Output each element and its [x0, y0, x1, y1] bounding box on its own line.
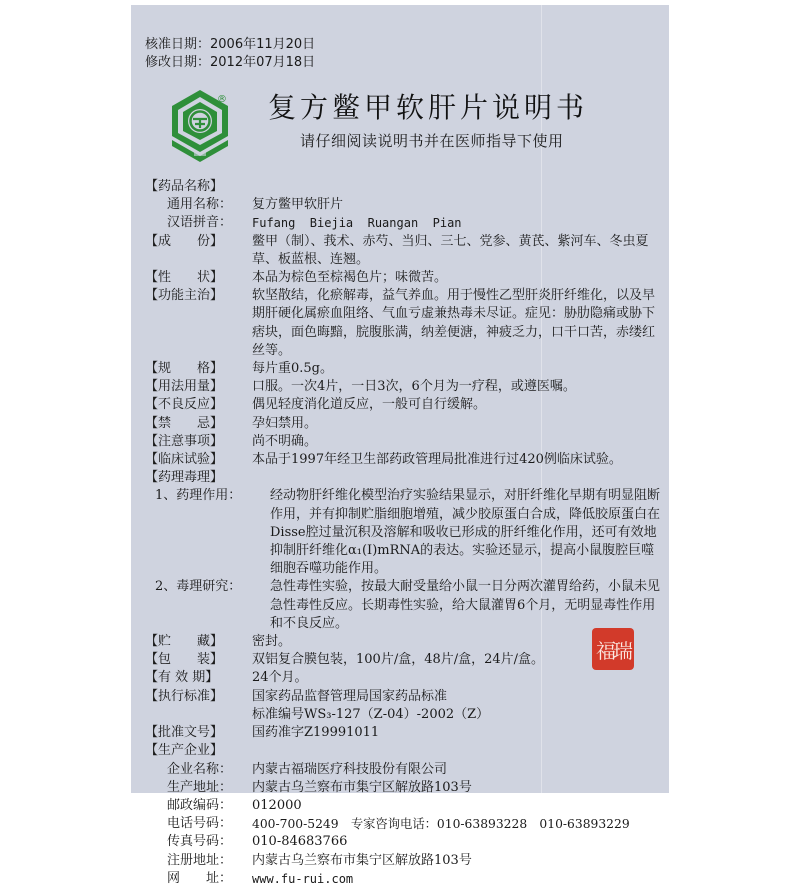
- registered-mark: ®: [217, 94, 227, 105]
- section-description: [145, 269, 665, 287]
- field-value: 复方鳖甲软肝片: [252, 197, 344, 213]
- section-specification: [145, 360, 665, 378]
- section-label: 【禁 忌】: [145, 415, 224, 431]
- section-label: 【成 份】: [145, 233, 224, 249]
- section-label: 【临床试验】: [145, 452, 224, 468]
- item-label: 2、毒理研究：: [155, 579, 242, 595]
- field-label: 注册地址：: [167, 852, 233, 868]
- document-title: 复方鳖甲软肝片说明书: [268, 91, 589, 124]
- section-label: 【药理毒理】: [145, 470, 224, 486]
- section-label: 【执行标准】: [145, 688, 224, 704]
- section-value: 本品为棕色至棕褐色片；味微苦。: [252, 270, 448, 286]
- generic-name-row: [145, 196, 665, 214]
- section-label: 【性 状】: [145, 270, 224, 286]
- section-label: 【批准文号】: [145, 725, 224, 741]
- field-value: 010-84683766: [252, 834, 348, 850]
- section-label: 【生产企业】: [145, 743, 224, 759]
- field-label: 电话号码：: [167, 816, 233, 832]
- field-value: 012000: [252, 797, 302, 813]
- section-label: 【注意事项】: [145, 433, 224, 449]
- section-label: 【不良反应】: [145, 397, 224, 413]
- section-label: 【药品名称】: [145, 179, 224, 194]
- section-dosage: [145, 378, 665, 396]
- manufacturer-field: [145, 833, 665, 851]
- website-value: www.fu-rui.com: [252, 871, 354, 886]
- section-label: 【有 效 期】: [145, 670, 219, 686]
- manufacturer-field: [145, 761, 665, 779]
- manufacturer-field: [145, 870, 665, 888]
- item-value: 经动物肝纤维化模型治疗实验结果显示，对肝纤维化早期有明显阻断作用，并有抑制贮脂细胞增殖，减少胶原蛋白合成，降低胶原蛋白在Disse腔过量沉积及溶解和吸收已形成的肝纤维化作用，还可有效地抑制肝纤维化α₁(I)mRNA的表达。实验还显示，提高小鼠腹腔巨噬细胞吞噬功能作用。: [270, 488, 661, 577]
- field-label: 企业名称：: [167, 761, 233, 777]
- approval-date: 核准日期：2006年11月20日: [145, 37, 316, 52]
- section-standard: [145, 688, 665, 724]
- manufacturer-field: [145, 779, 665, 797]
- toxicology-item: [145, 578, 665, 633]
- section-value: 尚不明确。: [252, 433, 318, 449]
- section-value: 密封。: [252, 634, 292, 650]
- field-label: 生产地址：: [167, 779, 233, 795]
- section-value: 孕妇禁用。: [252, 415, 318, 431]
- section-value: 本品于1997年经卫生部药政管理局批准进行过420例临床试验。: [252, 452, 622, 468]
- field-label: 汉语拼音：: [167, 215, 233, 231]
- field-label: 邮政编码：: [167, 797, 233, 813]
- section-value: 口服。一次4片，一日3次，6个月为一疗程，或遵医嘱。: [252, 379, 576, 395]
- field-label: 通用名称：: [167, 197, 233, 213]
- field-value: 内蒙古乌兰察布市集宁区解放路103号: [252, 779, 472, 795]
- field-label: 网 址：: [167, 870, 233, 886]
- section-value: 24个月。: [252, 670, 308, 686]
- pharmacology-item: [145, 487, 665, 578]
- section-label: 【包 装】: [145, 652, 224, 668]
- field-value: 内蒙古福瑞医疗科技股份有限公司: [252, 761, 448, 777]
- section-ingredients: [145, 233, 665, 269]
- section-value: 偶见轻度消化道反应，一般可自行缓解。: [252, 397, 487, 413]
- field-value: Fufang Biejia Ruangan Pian: [252, 216, 462, 231]
- pinyin-row: [145, 214, 665, 232]
- section-label: 【贮 藏】: [145, 634, 224, 650]
- section-indications: [145, 287, 665, 360]
- section-package: [145, 651, 665, 669]
- section-contraindications: [145, 415, 665, 433]
- field-value: 400-700-5249 专家咨询电话：010-63893228 010-63893229: [252, 817, 630, 832]
- manufacturer-field: [145, 815, 665, 833]
- section-pharmacology: [145, 469, 665, 487]
- revision-date: 修改日期：2012年07月18日: [145, 55, 316, 70]
- item-label: 1、药理作用：: [155, 488, 242, 504]
- section-storage: [145, 633, 665, 651]
- section-value: 每片重0.5g。: [252, 361, 333, 377]
- section-drug-name: [145, 178, 665, 196]
- standard-line-2: 标准编号WS₃-127（Z-04）-2002（Z）: [252, 706, 490, 722]
- section-manufacturer: [145, 742, 665, 760]
- section-value: [252, 688, 665, 724]
- item-value: 急性毒性实验，按最大耐受量给小鼠一日分两次灌胃给药，小鼠未见急性毒性反应。长期毒性实验，给大鼠灌胃6个月，无明显毒性作用和不良反应。: [270, 579, 661, 631]
- section-value: 双铝复合膜包装，100片/盒，48片/盒，24片/盒。: [252, 652, 545, 668]
- section-adverse-reactions: [145, 396, 665, 414]
- dates-block: [145, 36, 315, 72]
- section-label: 【用法用量】: [145, 379, 224, 395]
- manufacturer-field: [145, 852, 665, 870]
- field-value: 内蒙古乌兰察布市集宁区解放路103号: [252, 852, 472, 868]
- document-subtitle: 请仔细阅读说明书并在医师指导下使用: [300, 132, 564, 150]
- section-expiry: [145, 669, 665, 687]
- section-value: 鳖甲（制）、莪术、赤芍、当归、三七、党参、黄芪、紫河车、冬虫夏草、板蓝根、连翘。: [252, 233, 649, 267]
- red-seal-stamp: 福瑞: [592, 628, 634, 670]
- standard-line-1: 国家药品监督管理局国家药品标准: [252, 688, 448, 704]
- section-precautions: [145, 433, 665, 451]
- section-value: 国药准字Z19991011: [252, 725, 380, 741]
- section-label: 【规 格】: [145, 361, 224, 377]
- section-approval-number: [145, 724, 665, 742]
- field-label: 传真号码：: [167, 834, 233, 850]
- section-value: 软坚散结，化瘀解毒，益气养血。用于慢性乙型肝炎肝纤维化，以及早期肝硬化属瘀血阻络、气血亏虚兼热毒未尽证。症见：胁肋隐痛或胁下痞块，面色晦黯，脘腹胀满，纳差便溏，神疲乏力，口干口苦，赤缕红丝等。: [252, 288, 656, 358]
- section-label: 【功能主治】: [145, 288, 224, 304]
- section-clinical-trials: [145, 451, 665, 469]
- leaflet-body: [145, 178, 665, 888]
